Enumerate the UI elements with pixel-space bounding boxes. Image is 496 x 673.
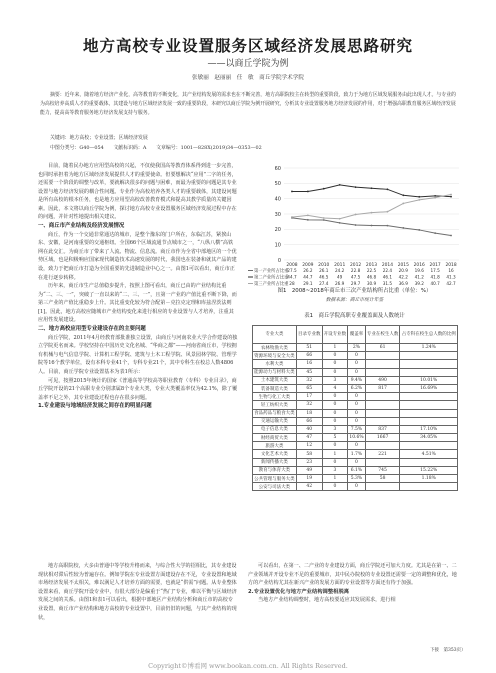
table-cell: [400, 368, 458, 376]
table-cell: 0: [322, 417, 348, 425]
table-cell: 1: [322, 450, 348, 458]
table-cell: 5.3%: [348, 475, 365, 483]
y-tick-label: 40: [274, 196, 281, 203]
table-cell: [365, 417, 400, 425]
data-point: [291, 191, 293, 193]
table-cell: [400, 442, 458, 450]
table-cell: 12: [296, 442, 322, 450]
table-row: [253, 458, 458, 466]
data-point: [402, 194, 404, 196]
table-cell: 1.7%: [348, 450, 365, 458]
table-cell: 0: [348, 368, 365, 376]
table-cell: 教育与体育大类: [253, 466, 297, 474]
subsection-heading: 1.专业建设与地域经济发展之间存在的明显问题: [38, 403, 152, 410]
data-point: [323, 217, 325, 219]
table-cell: 0: [322, 409, 348, 417]
table-cell: 装备制造大类: [253, 384, 297, 392]
table-cell: 47: [296, 434, 322, 442]
body-paragraph: 可以看出，在第一、二产业的专业建设方面，商丘学院还可加大力度。尤其是在第一、二产业领域并开设专业不足的重要城市，其中民办院校的专业设置还需要一定的调整和优化，地方的产业结构尤其在新兴产业的发展方面的专业设置等方面还有待于加强。: [248, 563, 457, 587]
y-tick-label: 0: [277, 257, 281, 264]
table-cell: 32: [296, 376, 322, 384]
paper-authors: 张敏丽 赵丽丽 任 敏 商丘学院学术学院: [192, 75, 304, 81]
table-cell: 58: [365, 475, 400, 483]
table-cell: 3: [322, 466, 348, 474]
table-cell: 0: [322, 393, 348, 401]
table-cell: [400, 401, 458, 409]
table-cell: 0: [322, 483, 348, 491]
data-table-value: 41.8: [430, 274, 440, 280]
table-cell: [400, 483, 458, 491]
data-table-value: 29.7: [350, 281, 361, 286]
data-point: [355, 186, 357, 188]
data-table-value: 26.1: [319, 268, 329, 273]
table-cell: 1667: [365, 434, 400, 442]
table-cell: 公共管理与服务大类: [253, 475, 297, 483]
data-table-value: 24.2: [335, 268, 345, 273]
table-row: [253, 434, 458, 442]
data-table-value: 26.9: [335, 281, 345, 286]
table-cell: [365, 352, 400, 360]
x-tick-label: 2010: [318, 263, 330, 268]
table-cell: 16.69%: [400, 384, 458, 392]
data-table-value: 42.7: [446, 281, 456, 286]
table-cell: [365, 458, 400, 466]
table-cell: 食品药品与粮食大类: [253, 409, 297, 417]
table-row: [253, 417, 458, 425]
data-table-value: 16: [448, 268, 454, 273]
data-point: [387, 225, 389, 227]
x-tick-label: 2016: [413, 263, 425, 268]
table-cell: 0: [348, 483, 365, 491]
table-cell: 水利大类: [253, 360, 297, 368]
data-point: [450, 194, 452, 196]
table-cell: 6.1%: [348, 466, 365, 474]
table-row: [253, 352, 458, 360]
table-row: [253, 344, 458, 352]
data-point: [291, 216, 293, 218]
bottom-left-column: [38, 562, 238, 622]
table-header-row: [253, 326, 458, 344]
x-tick-label: 2013: [365, 263, 378, 268]
table-cell: 0: [348, 409, 365, 417]
table-cell: 0: [322, 401, 348, 409]
figure-source-note: 数据来源：商丘市统计年鉴: [325, 298, 384, 303]
table-cell: 0: [322, 368, 348, 376]
data-table-value: 28: [289, 281, 295, 286]
table-cell: 0: [348, 417, 365, 425]
left-column: [38, 162, 238, 411]
table-cell: 3: [322, 376, 348, 384]
table-cell: 4.51%: [400, 450, 458, 458]
data-point: [339, 184, 341, 186]
table-row: [253, 450, 458, 458]
table-row: [253, 401, 458, 409]
body-paragraph: 商丘，作为一个交通非常通达的城市，是整个豫东的门户所在，东临江苏，紧挨山东、安徽，是河南重要的交通枢纽。全国66个区域流通节点城市之一，“八纵八横”高铁网在此交汇。为商丘市了带来了人流、物流、信息流。商丘市作为全省中部地区的一个优势区域，也是积极响应国家现代制造技术高速发展的时代，我国也在装备和就其产品的建设，致力于把商丘市打造为全国重要的先进制造业中心之一。由图1可以看出，商丘市正在进行逐步转移。: [38, 231, 237, 281]
data-point: [418, 196, 420, 198]
table-cell: 0: [322, 442, 348, 450]
table-cell: 电子信息大类: [253, 425, 297, 433]
table-cell: 16: [296, 360, 322, 368]
x-tick-label: 2015: [397, 263, 409, 268]
table-caption: 表1 商丘学院高职专业覆盖面及人数统计: [304, 313, 405, 319]
y-tick-label: 20: [274, 227, 281, 234]
table-row: [253, 483, 458, 491]
table-cell: 轻工纺织大类: [253, 401, 297, 409]
figure-caption: 图1 2008~2018年商丘市三次产业结构所占比重（单位：%）: [277, 288, 432, 294]
body-paragraph: 可见，按照2015年统计的国家《普通高等学校高等职业教育（专科）专业目录》，商丘学院开设的21个高职专业分别隶属8个专业大类，专业大类覆盖率仅为42.1%，除了覆盖率不足之外，其专业建设过程也存在很多问题。: [38, 377, 238, 401]
table-cell: 58: [296, 450, 322, 458]
body-paragraph: 地方高职院校，大多由普通中等学校升格而来，与综合性大学的招相比，其专业建设现状相对滞后性较为普遍存在。例如学院在专业设置方面建设存在不足，专业设置和地域市场经济发展不太相关，难以满足人才培养方面的需要，也就是“供需”问题。从专业整体设置来看，商丘学院开设专业中，有很大部分是偏重于“热门”专业，难以平衡与区域经济发展之间的关系。由图1和表1可以看出，根据中部地区产业结构分析和商丘市的高校专业设置，商丘市产业结构和地方高校的专业设置中，目前仍旧的问题，与其产业结构的现状，: [38, 563, 237, 621]
table-cell: 40: [296, 425, 322, 433]
data-point: [402, 203, 404, 205]
table-cell: 0: [322, 458, 348, 466]
table-cell: [365, 409, 400, 417]
table-row: [253, 368, 458, 376]
table-header-cell: 开设专业数: [322, 326, 348, 344]
major-coverage-table: [252, 325, 458, 491]
body-paragraph: 当地方产业结构调整时，地方高校要适应其发展需求，进行相: [258, 597, 396, 604]
table-cell: 土木建筑大类: [253, 376, 297, 384]
table-cell: [365, 368, 400, 376]
table-cell: 51: [296, 344, 322, 352]
table-row: [253, 360, 458, 368]
table-row: [253, 409, 458, 417]
table-cell: 34.05%: [400, 434, 458, 442]
table-cell: 221: [365, 450, 400, 458]
y-tick-label: 30: [274, 211, 281, 218]
table-cell: 1: [322, 475, 348, 483]
table-row: [253, 393, 458, 401]
table-row: [253, 475, 458, 483]
table-cell: 7.5%: [348, 425, 365, 433]
data-table-value: 46.1: [382, 274, 393, 280]
data-point: [434, 232, 436, 234]
copyright-footer: Copyright©博看网 www.bookan.com.cn. All Rights Reserved.: [148, 662, 348, 670]
two-column-body: [38, 162, 461, 557]
table-cell: [400, 458, 458, 466]
table-cell: 49: [296, 466, 322, 474]
data-table-value: 47.5: [350, 274, 361, 280]
data-point: [371, 225, 373, 227]
table-cell: 文化艺术大类: [253, 450, 297, 458]
continued-note: 下接 第353页）: [430, 648, 466, 653]
table-cell: 0: [348, 458, 365, 466]
data-point: [355, 224, 357, 226]
y-tick-label: 10: [274, 242, 281, 249]
table-cell: [400, 352, 458, 360]
data-table-value: 41.2: [414, 274, 424, 280]
table-cell: 0: [348, 393, 365, 401]
table-cell: 5: [322, 434, 348, 442]
subsection-heading: 2.专业设置优化与地方产业结构调整相脱离: [248, 588, 350, 595]
table-cell: 45: [296, 368, 322, 376]
data-table-value: 44.7: [303, 274, 313, 280]
x-tick-label: 2014: [381, 263, 394, 268]
data-table-value: 22.8: [350, 268, 361, 273]
data-table-value: 22.4: [382, 268, 393, 273]
table-cell: 生物与化工大类: [253, 393, 297, 401]
table-cell: 9.4%: [348, 376, 365, 384]
table-cell: 61: [365, 344, 400, 352]
table-cell: 2%: [348, 344, 365, 352]
data-point: [323, 219, 325, 221]
table-cell: 745: [365, 466, 400, 474]
y-tick-label: 50: [274, 181, 281, 188]
table-cell: 1.18%: [400, 475, 458, 483]
data-point: [450, 235, 452, 237]
table-cell: 17: [296, 393, 322, 401]
data-table-value: 46.5: [319, 274, 329, 280]
data-point: [371, 187, 373, 189]
section-heading: 一、商丘市产业结构及经济发展情况: [38, 222, 125, 229]
data-table-value: 19.6: [414, 268, 424, 273]
data-table-value: 40.7: [430, 281, 440, 286]
table-cell: 18: [296, 409, 322, 417]
table-cell: 0: [322, 360, 348, 368]
table-cell: 32: [296, 401, 322, 409]
series-line: [292, 195, 451, 219]
data-table-value: 27.5: [287, 268, 297, 273]
data-table-value: 27.4: [319, 281, 329, 286]
x-tick-label: 2012: [349, 263, 362, 268]
data-point: [339, 222, 341, 224]
x-tick-label: 2009: [302, 263, 314, 268]
table-cell: 42: [296, 483, 322, 491]
table-cell: [365, 393, 400, 401]
data-point: [307, 219, 309, 221]
y-tick-label: 60: [274, 165, 281, 172]
table-cell: 65: [296, 384, 322, 392]
table-row: [253, 384, 458, 392]
data-point: [371, 212, 373, 214]
table-cell: 农林牧渔大类: [253, 344, 297, 352]
table-cell: 1: [322, 344, 348, 352]
table-header-cell: 占专科在校生总人数的比例: [400, 326, 458, 344]
data-table-value: 36.9: [398, 281, 408, 286]
x-tick-label: 2008: [286, 263, 298, 268]
table-row: [253, 376, 458, 384]
data-point: [339, 218, 341, 220]
table-cell: 资源环境与安全大类: [253, 352, 297, 360]
data-point: [418, 199, 420, 201]
data-table-value: 29.1: [303, 281, 313, 286]
table-cell: 公安与司法大类: [253, 483, 297, 491]
data-table-value: 41.3: [446, 274, 456, 280]
table-cell: 交通运输大类: [253, 417, 297, 425]
table-cell: 817: [365, 384, 400, 392]
data-point: [402, 227, 404, 229]
data-point: [434, 197, 436, 199]
bottom-right-column: [248, 562, 461, 605]
table-cell: [400, 360, 458, 368]
industry-share-chart: [248, 162, 461, 287]
body-paragraph: 历年来，商丘市生产总值稳步提升，按照上图可看出，商丘已由的产业结构比重为“二、三、一”，突破了一直以来的“二、三、一”，且第一产业的产值比重不断下降，而第三产业的产值比重稳步上升。其比重变化较为符合配第－克拉克定理和库兹涅茨法则[1]。因此，地方高校应随城市产业结构变化来进行相应的专业设置与人才培养，注重其应用性发展建设。: [38, 283, 237, 324]
table-cell: 6.2%: [348, 384, 365, 392]
data-point: [387, 188, 389, 190]
series-line: [292, 185, 451, 197]
data-table-value: 30.9: [366, 281, 377, 286]
table-cell: [365, 442, 400, 450]
legend-label: 第三产业所占比重: [254, 282, 289, 287]
table-cell: 能源动力与材料大类: [253, 368, 297, 376]
data-table-value: 22.5: [366, 268, 377, 273]
table-cell: 0: [348, 360, 365, 368]
x-tick-label: 2011: [334, 263, 346, 268]
data-table-value: 42.2: [398, 274, 408, 280]
table-cell: [400, 393, 458, 401]
data-point: [355, 214, 357, 216]
data-point: [307, 214, 309, 216]
body-paragraph: 目前，随着民办地方应用型高校的兴起，不仅使我国高等教育体系得到进一步完善，也同时承担着为地方区域经济发展提供人才的重要使命。但要想解决“应用”二字的任务，还需要一个阶段的调整与改革，要就解决很多的问题与困难，而最为重要的问题是其专业设置与地方经济发展的耦合性问题。专业作为高校培养各类人才的重要载体，其建设问题是所有高校的根本任务，也是地方应用型高校改善教育模式和提高其教学质量的关键因素。因此，本文将以商丘学院为例，探讨地方高校专业设置服务区域经济发展过程中存在的问题，并针对性地提出相关建议。: [38, 163, 237, 221]
keywords: 关键词：地方高校；专业设置；区域经济发展: [50, 135, 148, 141]
table-cell: [365, 401, 400, 409]
table-row: [253, 442, 458, 450]
table-row: [253, 466, 458, 474]
table-cell: [365, 483, 400, 491]
table-cell: 0: [322, 352, 348, 360]
body-paragraph: 商丘学院，2011年4月经教育部批准独立设置，由商丘与河南农业大学合作建设的独立学院更名而来。学校坚持在中国历史文化名城、“华商之都”——河南省商丘市，学校拥有机械与电气信息学院、计算机工程学院、建筑与土木工程学院、风景园林学院、管理学院等16个教学单位，设有本科专业41个，专科专业21个，其中专科生在校总人数4806人。目前，商丘学院专业设置基本为表1所示：: [38, 334, 238, 376]
table-row: [253, 425, 458, 433]
data-table-value: 31.5: [382, 281, 393, 286]
table-cell: 0: [348, 442, 365, 450]
legend-label: 第二产业所占比重: [254, 275, 289, 281]
data-point: [323, 188, 325, 190]
table-cell: 1.24%: [400, 344, 458, 352]
table-header-cell: 专业大类: [253, 326, 297, 344]
table-cell: 4: [322, 384, 348, 392]
data-table-value: 39.2: [414, 281, 424, 286]
abstract: 摘要：近年来，随着地方经济产业化，高等教育的不断变化，其产业结构发展的需求也在不断完善，地方高职院校主在转型的重要阶段，致力于为地方区域发展服务由此出现人才。与专业的为高校培养高质人才的重要载体，其建设与地方区域经济发展一致的重要阶段，本研究以商丘学院为例开展研究，分析其专业设置服务地方经济发展的作用，对于增强高职教育服务区域经济发展能力，提高高等教育服务地方经济发展支持与服务。: [40, 92, 456, 116]
table-cell: 10.6%: [349, 435, 364, 441]
table-cell: 23: [296, 458, 322, 466]
table-header-cell: 专业在校生人数: [365, 326, 400, 344]
table-cell: 66: [296, 352, 322, 360]
data-table-value: 26.2: [303, 268, 313, 273]
table-cell: 17.10%: [400, 425, 458, 433]
table-cell: 66: [296, 417, 322, 425]
data-point: [387, 211, 389, 213]
legend-label: 第一产业所占比重: [254, 269, 289, 274]
table-cell: 490: [365, 376, 400, 384]
data-point: [418, 229, 420, 231]
data-point: [450, 196, 452, 198]
table-cell: 0: [348, 401, 365, 409]
table-cell: [400, 417, 458, 425]
table-cell: 旅游大类: [253, 442, 297, 450]
table-cell: 10.01%: [400, 376, 458, 384]
data-table-value: 44.7: [287, 274, 297, 280]
data-table-value: 49: [337, 274, 343, 280]
table-cell: 837: [365, 425, 400, 433]
data-point: [307, 191, 309, 193]
paper-title: 地方高校专业设置服务区域经济发展思路研究: [82, 37, 413, 55]
table-cell: 财经商贸大类: [253, 434, 297, 442]
table-cell: 0: [348, 352, 365, 360]
data-table-value: 17.5: [430, 268, 440, 273]
table-header-cell: 覆盖率: [348, 326, 365, 344]
series-line: [292, 218, 451, 236]
section-heading: 二、地方高校应用型专业建设存在的主要问题: [38, 325, 146, 332]
data-point: [434, 195, 436, 197]
table-header-cell: 目录专业数: [296, 326, 322, 344]
table-cell: 新闻传播大类: [253, 458, 297, 466]
table-cell: [400, 409, 458, 417]
table-cell: 15.22%: [400, 466, 458, 474]
classification-line: 中图分类号：G40—054 文献标识码：A 文章编号：1001—828X(2019)34—0353—02: [50, 145, 262, 151]
table-cell: 3: [322, 425, 348, 433]
table-cell: [365, 360, 400, 368]
x-tick-label: 2017: [429, 263, 441, 268]
data-table-value: 20.9: [398, 268, 408, 273]
paper-subtitle: ——以商丘学院为例: [207, 59, 289, 69]
table-cell: 19: [296, 475, 322, 483]
x-tick-label: 2018: [445, 263, 457, 268]
data-table-value: 46.8: [366, 274, 377, 280]
